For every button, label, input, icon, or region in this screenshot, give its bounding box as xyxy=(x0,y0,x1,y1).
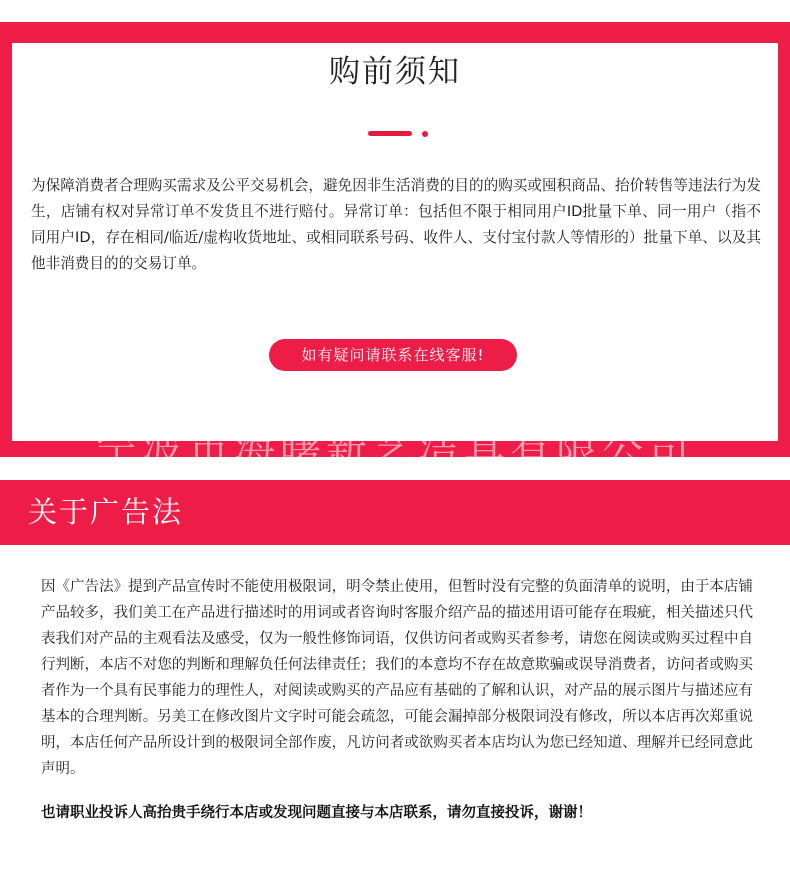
title-underline-dot xyxy=(422,131,428,137)
ad-law-body-text: 因《广告法》提到产品宣传时不能使用极限词，明令禁止使用，但暂时没有完整的负面清单的说明，由于本店铺产品较多，我们美工在产品进行描述时的用词或者咨询时客服介绍产品的描述用语可能存在瑕疵，相关描述只代表我们对产品的主观看法及感受，仅为一般性修饰词语，仅供访问者或购买者参考，请您在阅读或购买过程中自行判断，本店不对您的判断和理解负任何法律责任；我们的本意均不存在故意欺骗或误导消费者，访问者或购买者作为一个具有民事能力的理性人，对阅读或购买的产品应有基础的了解和认识，对产品的展示图片与描述应有基本的合理判断。另美工在修改图片文字时可能会疏忽，可能会漏掉部分极限词没有修改，所以本店再次郑重说明，本店任何产品所设计到的极限词全部作废，凡访问者或欲购买者本店均认为您已经知道、理解并已经同意此声明。 xyxy=(41,579,753,777)
title-underline-dash xyxy=(368,131,412,136)
ad-law-footer-note: 也请职业投诉人高抬贵手绕行本店或发现问题直接与本店联系，请勿直接投诉，谢谢！ xyxy=(41,805,592,821)
ad-law-title: 关于广告法 xyxy=(28,495,184,529)
company-watermark: 宁波市海曙新艺洁具有限公司 xyxy=(96,426,694,474)
contact-support-button[interactable]: 如有疑问请联系在线客服! xyxy=(269,339,517,371)
notice-body-text: 为保障消费者合理购买需求及公平交易机会，避免因非生活消费的目的的购买或囤积商品、抬价转售等违法行为发生，店铺有权对异常订单不发货且不进行赔付。异常订单：包括但不限于相同用户ID批量下单、同一用户（指不同用户ID，存在相同/临近/虚构收货地址、或相同联系号码、收件人、支付宝付款人等情形的）批量下单、以及其他非消费目的的交易订单。 xyxy=(31,177,761,272)
notice-title: 购前须知 xyxy=(329,54,461,90)
ad-law-banner xyxy=(0,480,790,545)
